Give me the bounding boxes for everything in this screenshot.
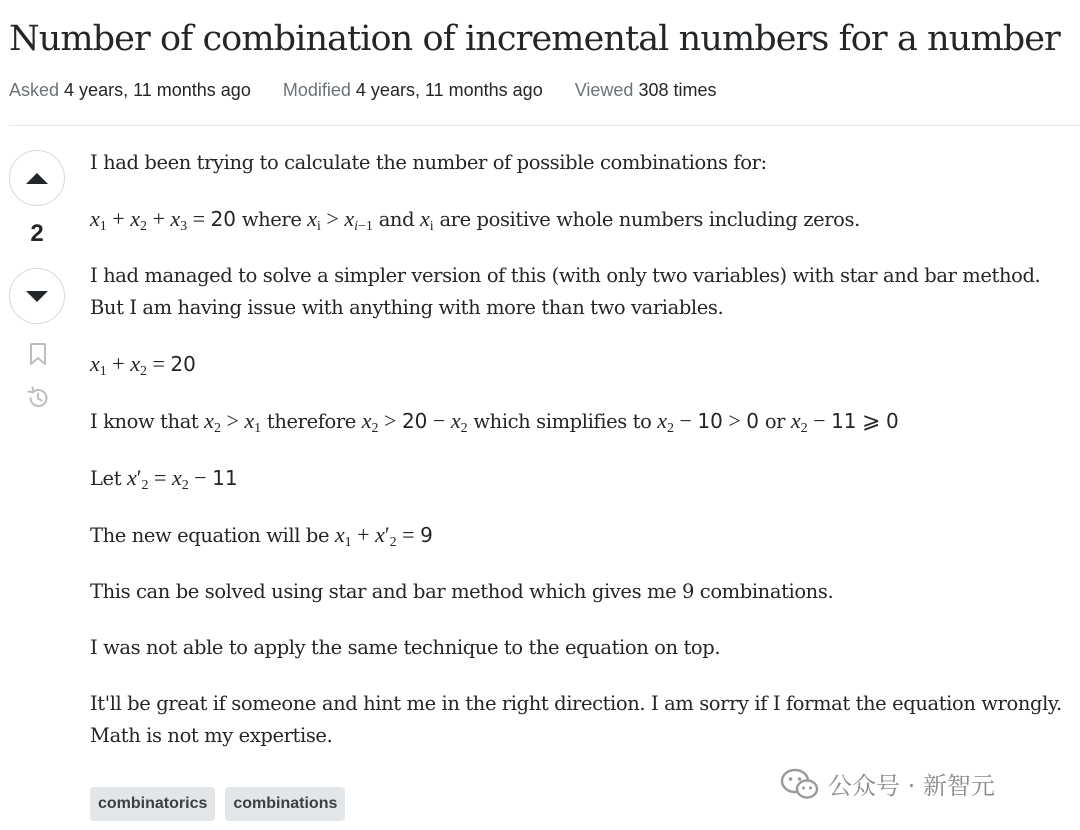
body-paragraph-5: I know that $x_2 > x_1$ therefore $x_2 > 20 - x_2$ which simplifies to $x_2 - 10 > 0$ or $x_2 - 11$ ⩾ 0 xyxy=(90,408,899,436)
header-divider xyxy=(9,125,1080,126)
viewed-label: Viewed xyxy=(574,80,634,100)
body-paragraph-6: Let $x'_2 = x_2 - 11$ xyxy=(90,465,238,493)
body-paragraph-4 xyxy=(90,348,1070,381)
body-paragraph-7: The new equation will be $x_1 + x'_2 = 9$ xyxy=(90,522,433,550)
question-body xyxy=(90,147,1070,776)
body-paragraph-2: $x_1 + x_2 + x_3 = 20$ where $x_i > x_{i-1}$ and $x_i$ are positive whole numbers including zeros. xyxy=(90,206,860,234)
question-meta xyxy=(9,78,717,102)
viewed-value: 308 times xyxy=(638,80,717,100)
bookmark-icon[interactable] xyxy=(25,341,51,367)
asked-value[interactable]: 4 years, 11 months ago xyxy=(64,80,251,100)
downvote-icon xyxy=(26,291,48,302)
modified-label: Modified xyxy=(282,80,351,100)
body-paragraph-1: I had been trying to calculate the number of possible combinations for: xyxy=(90,151,767,174)
question-title[interactable]: Number of combination of incremental numbers for a number xyxy=(9,19,1060,59)
watermark-text: 公众号 · 新智元 xyxy=(828,772,995,800)
equation-constraint: $x_i > x_{i-1}$ xyxy=(307,206,373,234)
modified-value[interactable]: 4 years, 11 months ago xyxy=(355,80,543,100)
upvote-button[interactable] xyxy=(9,150,65,206)
body-paragraph-3: I had managed to solve a simpler version of this (with only two variables) with star and bar method. But I am having issue with anything with more than two variables. xyxy=(90,264,1041,319)
equation-main: $x_1 + x_2 + x_3 = 20$ xyxy=(90,206,237,234)
body-paragraph-8: This can be solved using star and bar method which gives me 9 combinations. xyxy=(90,580,834,603)
vote-count: 2 xyxy=(30,220,44,247)
upvote-icon xyxy=(26,173,48,184)
asked-label: Asked xyxy=(9,80,60,100)
history-icon[interactable] xyxy=(25,385,51,411)
tag-combinations[interactable]: combinations xyxy=(225,787,345,821)
tag-combinatorics[interactable]: combinatorics xyxy=(90,787,215,821)
wechat-icon xyxy=(780,767,820,801)
body-paragraph-9: I was not able to apply the same technique to the equation on top. xyxy=(90,636,721,659)
downvote-button[interactable] xyxy=(9,268,65,324)
watermark xyxy=(780,766,995,801)
body-paragraph-10: It'll be great if someone and hint me in the right direction. I am sorry if I format the equation wrongly. Math is not my expertise. xyxy=(90,692,1062,747)
equation-two-var: $x_1 + x_2 = 20$ xyxy=(90,351,196,379)
tag-list xyxy=(90,787,345,821)
